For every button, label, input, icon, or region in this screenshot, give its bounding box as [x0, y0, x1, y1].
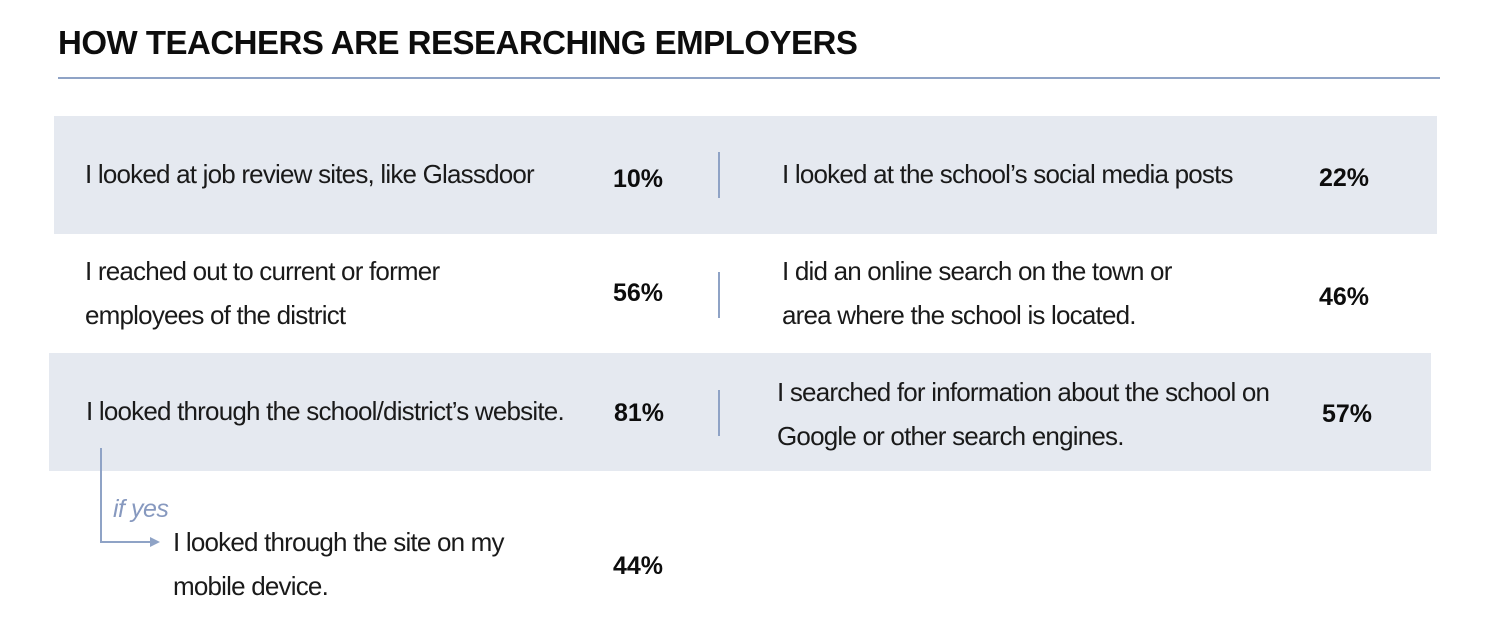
- follow-up-value: 44%: [613, 552, 664, 580]
- title-underline: [58, 77, 1440, 79]
- row-3-divider: [718, 390, 720, 436]
- row-2-left-value: 56%: [613, 279, 664, 307]
- row-1-right-value: 22%: [1319, 164, 1370, 192]
- row-3-left-value: 81%: [614, 399, 665, 427]
- row-1-left-value: 10%: [613, 165, 664, 193]
- row-2-right-label: I did an online search on the town or area where the school is located.: [782, 256, 1172, 330]
- row-2-left-label: I reached out to current or former employees of the district: [85, 256, 440, 330]
- follow-up-condition: if yes: [113, 495, 169, 523]
- row-1-divider: [718, 152, 720, 198]
- row-1-left-label: I looked at job review sites, like Glassdoor: [85, 159, 534, 189]
- row-3-right-label: I searched for information about the school on Google or other search engines.: [777, 377, 1270, 451]
- row-2-right-value: 46%: [1319, 283, 1370, 311]
- follow-up-label: I looked through the site on my mobile device.: [173, 527, 504, 601]
- row-3-left-label: I looked through the school/district’s website.: [86, 396, 564, 426]
- chart-title: HOW TEACHERS ARE RESEARCHING EMPLOYERS: [58, 24, 858, 61]
- row-1-right-label: I looked at the school’s social media posts: [782, 159, 1233, 189]
- row-3-right-value: 57%: [1322, 400, 1373, 428]
- row-2-divider: [718, 272, 720, 318]
